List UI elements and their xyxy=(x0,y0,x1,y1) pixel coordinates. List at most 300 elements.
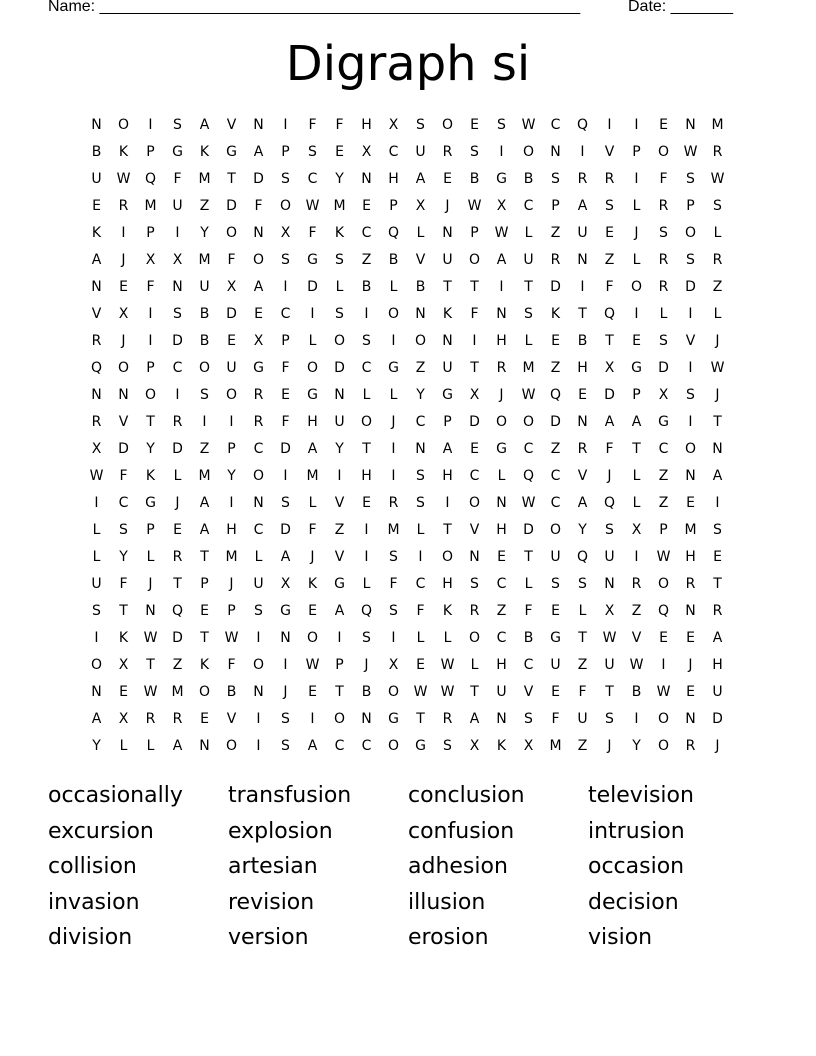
grid-letter: X xyxy=(280,576,291,592)
grid-letter: E xyxy=(362,198,371,214)
grid-letter: X xyxy=(388,657,399,673)
grid-letter: O xyxy=(387,738,400,754)
grid-letter: N xyxy=(199,738,210,754)
grid-letter: X xyxy=(604,603,615,619)
grid-letter: R xyxy=(469,603,480,619)
grid-letter: V xyxy=(415,252,426,268)
grid-letter: I xyxy=(94,495,99,511)
grid-letter: J xyxy=(688,657,693,673)
grid-letter: R xyxy=(172,711,183,727)
grid-letter: M xyxy=(144,198,157,214)
grid-letter: E xyxy=(686,684,695,700)
grid-letter: N xyxy=(361,711,372,727)
grid-letter: K xyxy=(118,144,129,160)
grid-letter: C xyxy=(550,468,561,484)
grid-letter: I xyxy=(148,333,153,349)
grid-letter: U xyxy=(496,684,507,700)
grid-letter: D xyxy=(685,279,696,295)
grid-letter: L xyxy=(659,306,668,322)
grid-letter: L xyxy=(524,225,533,241)
grid-letter: R xyxy=(712,144,723,160)
grid-letter: V xyxy=(469,522,480,538)
grid-letter: I xyxy=(283,279,288,295)
grid-letter: S xyxy=(470,576,479,592)
grid-letter: F xyxy=(335,117,344,133)
grid-letter: L xyxy=(173,468,182,484)
grid-letter: T xyxy=(227,171,236,187)
grid-letter: M xyxy=(387,522,400,538)
grid-letter: E xyxy=(470,117,479,133)
grid-letter: X xyxy=(658,387,669,403)
grid-letter: S xyxy=(281,711,290,727)
grid-letter: A xyxy=(334,603,345,619)
grid-letter: P xyxy=(146,225,155,241)
grid-letter: O xyxy=(252,657,265,673)
grid-letter: I xyxy=(310,711,315,727)
grid-letter: P xyxy=(146,360,155,376)
grid-letter: O xyxy=(198,684,211,700)
grid-letter: D xyxy=(172,333,183,349)
grid-letter: E xyxy=(200,603,209,619)
grid-letter: H xyxy=(307,414,318,430)
grid-letter: R xyxy=(658,279,669,295)
grid-letter: D xyxy=(658,360,669,376)
grid-letter: D xyxy=(118,441,129,457)
grid-letter: I xyxy=(607,117,612,133)
grid-letter: W xyxy=(305,198,320,214)
grid-letter: Y xyxy=(119,549,128,565)
grid-letter: O xyxy=(117,117,130,133)
grid-letter: L xyxy=(713,225,722,241)
grid-letter: S xyxy=(362,630,371,646)
grid-letter: E xyxy=(659,630,668,646)
grid-letter: F xyxy=(227,657,236,673)
grid-letter: G xyxy=(631,360,642,376)
word-list-item: confusion xyxy=(408,818,515,844)
grid-letter: M xyxy=(549,738,562,754)
grid-letter: R xyxy=(145,711,156,727)
grid-letter: Z xyxy=(496,603,507,619)
grid-letter: Z xyxy=(334,522,345,538)
grid-letter: T xyxy=(119,603,128,619)
grid-letter: C xyxy=(496,576,507,592)
word-list-item: artesian xyxy=(228,854,318,880)
grid-letter: F xyxy=(578,684,587,700)
grid-letter: H xyxy=(496,657,507,673)
grid-letter: X xyxy=(469,738,480,754)
grid-letter: U xyxy=(91,576,102,592)
grid-letter: T xyxy=(470,279,479,295)
grid-letter: P xyxy=(200,576,209,592)
grid-letter: B xyxy=(199,333,210,349)
grid-letter: A xyxy=(631,414,642,430)
grid-letter: A xyxy=(253,279,264,295)
grid-letter: Z xyxy=(658,468,669,484)
grid-letter: U xyxy=(577,225,588,241)
grid-letter: I xyxy=(688,306,693,322)
grid-letter: A xyxy=(469,711,480,727)
grid-letter: W xyxy=(467,198,482,214)
grid-letter: I xyxy=(499,279,504,295)
grid-letter: H xyxy=(388,171,399,187)
grid-letter: X xyxy=(253,333,264,349)
grid-letter: F xyxy=(119,468,128,484)
grid-letter: E xyxy=(551,603,560,619)
grid-letter: O xyxy=(333,711,346,727)
grid-letter: S xyxy=(335,252,344,268)
word-list-item: version xyxy=(228,925,309,951)
grid-letter: C xyxy=(361,738,372,754)
word-list-item: erosion xyxy=(408,925,489,951)
grid-letter: I xyxy=(256,711,261,727)
grid-letter: P xyxy=(227,441,236,457)
grid-letter: W xyxy=(656,684,671,700)
grid-letter: G xyxy=(388,711,399,727)
word-list-item: television xyxy=(588,783,694,808)
grid-letter: F xyxy=(308,117,317,133)
word-list-item: transfusion xyxy=(228,783,352,808)
grid-letter: Z xyxy=(712,279,723,295)
grid-letter: A xyxy=(307,738,318,754)
grid-letter: E xyxy=(416,657,425,673)
grid-letter: G xyxy=(226,144,237,160)
grid-letter: X xyxy=(118,657,129,673)
grid-letter: O xyxy=(630,279,643,295)
grid-letter: D xyxy=(172,441,183,457)
grid-letter: X xyxy=(415,198,426,214)
grid-letter: J xyxy=(229,576,234,592)
grid-letter: T xyxy=(605,684,614,700)
grid-letter: I xyxy=(499,144,504,160)
grid-letter: S xyxy=(281,171,290,187)
grid-letter: D xyxy=(226,198,237,214)
grid-letter: B xyxy=(361,279,372,295)
grid-letter: K xyxy=(199,657,210,673)
grid-letter: J xyxy=(148,576,153,592)
grid-letter: W xyxy=(521,495,536,511)
grid-letter: P xyxy=(146,522,155,538)
grid-letter: S xyxy=(335,306,344,322)
grid-letter: J xyxy=(715,333,720,349)
grid-letter: I xyxy=(715,495,720,511)
grid-letter: O xyxy=(252,468,265,484)
grid-letter: G xyxy=(307,387,318,403)
grid-letter: S xyxy=(416,495,425,511)
grid-letter: H xyxy=(361,468,372,484)
grid-letter: F xyxy=(281,414,290,430)
grid-letter: P xyxy=(335,657,344,673)
grid-letter: F xyxy=(524,603,533,619)
grid-letter: R xyxy=(91,414,102,430)
grid-letter: S xyxy=(524,711,533,727)
grid-letter: Y xyxy=(578,522,587,538)
grid-letter: Q xyxy=(603,306,616,322)
grid-letter: S xyxy=(200,387,209,403)
grid-letter: I xyxy=(364,549,369,565)
grid-letter: G xyxy=(388,360,399,376)
grid-letter: L xyxy=(524,576,533,592)
grid-letter: T xyxy=(524,549,533,565)
grid-letter: X xyxy=(118,711,129,727)
word-list-item: occasion xyxy=(588,854,685,880)
grid-letter: R xyxy=(685,576,696,592)
grid-letter: F xyxy=(173,171,182,187)
grid-letter: L xyxy=(119,738,128,754)
grid-letter: S xyxy=(713,198,722,214)
grid-letter: O xyxy=(360,414,373,430)
grid-letter: N xyxy=(145,603,156,619)
grid-letter: N xyxy=(685,468,696,484)
grid-letter: I xyxy=(634,171,639,187)
grid-letter: E xyxy=(578,387,587,403)
grid-letter: E xyxy=(470,441,479,457)
grid-letter: O xyxy=(225,225,238,241)
grid-letter: M xyxy=(198,468,211,484)
grid-letter: G xyxy=(442,387,453,403)
grid-letter: S xyxy=(551,171,560,187)
grid-letter: I xyxy=(634,306,639,322)
grid-letter: E xyxy=(686,495,695,511)
grid-letter: S xyxy=(173,117,182,133)
grid-letter: C xyxy=(388,144,399,160)
grid-letter: P xyxy=(227,603,236,619)
grid-letter: S xyxy=(659,333,668,349)
grid-letter: V xyxy=(577,468,588,484)
grid-letter: E xyxy=(713,549,722,565)
word-list-item: division xyxy=(48,925,133,951)
grid-letter: W xyxy=(494,225,509,241)
grid-letter: Y xyxy=(227,468,236,484)
grid-letter: N xyxy=(280,630,291,646)
grid-letter: J xyxy=(364,657,369,673)
grid-letter: K xyxy=(199,144,210,160)
grid-letter: N xyxy=(577,414,588,430)
grid-letter: N xyxy=(91,279,102,295)
grid-letter: F xyxy=(605,279,614,295)
grid-letter: E xyxy=(551,333,560,349)
grid-letter: V xyxy=(118,414,129,430)
grid-letter: Z xyxy=(550,225,561,241)
grid-letter: Z xyxy=(361,252,372,268)
grid-letter: I xyxy=(148,306,153,322)
grid-letter: P xyxy=(389,198,398,214)
grid-letter: C xyxy=(550,117,561,133)
grid-letter: V xyxy=(334,549,345,565)
grid-letter: O xyxy=(441,117,454,133)
grid-letter: U xyxy=(226,360,237,376)
grid-letter: L xyxy=(146,549,155,565)
grid-letter: L xyxy=(389,387,398,403)
grid-letter: O xyxy=(522,414,535,430)
grid-letter: S xyxy=(686,387,695,403)
grid-letter: R xyxy=(550,252,561,268)
grid-letter: V xyxy=(523,684,534,700)
grid-letter: X xyxy=(145,252,156,268)
grid-letter: G xyxy=(145,495,156,511)
grid-letter: D xyxy=(604,387,615,403)
grid-letter: I xyxy=(661,657,666,673)
grid-letter: H xyxy=(226,522,237,538)
grid-letter: R xyxy=(172,414,183,430)
grid-letter: U xyxy=(577,711,588,727)
grid-letter: I xyxy=(283,657,288,673)
grid-letter: A xyxy=(91,711,102,727)
grid-letter: A xyxy=(712,630,723,646)
grid-letter: L xyxy=(308,333,317,349)
grid-letter: N xyxy=(415,441,426,457)
grid-letter: E xyxy=(443,171,452,187)
grid-letter: E xyxy=(92,198,101,214)
grid-letter: Z xyxy=(550,360,561,376)
grid-letter: O xyxy=(657,738,670,754)
grid-letter: T xyxy=(362,441,371,457)
grid-letter: B xyxy=(199,306,210,322)
grid-letter: A xyxy=(199,495,210,511)
grid-letter: S xyxy=(389,603,398,619)
grid-letter: E xyxy=(497,549,506,565)
grid-letter: O xyxy=(279,198,292,214)
grid-letter: W xyxy=(656,549,671,565)
grid-letter: T xyxy=(173,576,182,592)
grid-letter: O xyxy=(522,144,535,160)
grid-letter: L xyxy=(632,468,641,484)
grid-letter: B xyxy=(361,684,372,700)
grid-letter: R xyxy=(118,198,129,214)
grid-letter: W xyxy=(440,684,455,700)
grid-letter: U xyxy=(415,144,426,160)
word-list-item: intrusion xyxy=(588,818,685,844)
grid-letter: H xyxy=(685,549,696,565)
grid-letter: I xyxy=(202,414,207,430)
grid-letter: A xyxy=(442,441,453,457)
grid-letter: P xyxy=(443,414,452,430)
grid-letter: I xyxy=(580,144,585,160)
grid-letter: Z xyxy=(604,252,615,268)
grid-letter: A xyxy=(172,738,183,754)
grid-letter: Q xyxy=(657,603,670,619)
grid-letter: O xyxy=(684,225,697,241)
grid-letter: Z xyxy=(199,441,210,457)
grid-letter: X xyxy=(172,252,183,268)
grid-letter: W xyxy=(602,630,617,646)
grid-letter: S xyxy=(281,495,290,511)
grid-letter: D xyxy=(280,522,291,538)
grid-letter: L xyxy=(92,549,101,565)
grid-letter: R xyxy=(604,171,615,187)
grid-letter: S xyxy=(362,333,371,349)
grid-letter: A xyxy=(415,171,426,187)
grid-letter: N xyxy=(685,711,696,727)
grid-letter: Z xyxy=(577,738,588,754)
grid-letter: S xyxy=(281,738,290,754)
grid-letter: J xyxy=(175,495,180,511)
grid-letter: N xyxy=(496,495,507,511)
grid-letter: D xyxy=(712,711,723,727)
grid-letter: F xyxy=(551,711,560,727)
grid-letter: L xyxy=(632,252,641,268)
grid-letter: M xyxy=(333,198,346,214)
grid-letter: U xyxy=(442,252,453,268)
grid-letter: N xyxy=(577,252,588,268)
grid-letter: I xyxy=(256,738,261,754)
grid-letter: K xyxy=(91,225,102,241)
grid-letter: E xyxy=(308,684,317,700)
grid-letter: Z xyxy=(550,441,561,457)
grid-letter: E xyxy=(173,522,182,538)
grid-letter: E xyxy=(200,711,209,727)
grid-letter: N xyxy=(253,117,264,133)
grid-letter: Q xyxy=(144,171,157,187)
grid-letter: N xyxy=(442,333,453,349)
grid-letter: S xyxy=(524,306,533,322)
grid-letter: I xyxy=(94,630,99,646)
grid-letter: P xyxy=(470,225,479,241)
grid-letter: I xyxy=(472,333,477,349)
grid-letter: W xyxy=(224,630,239,646)
grid-letter: R xyxy=(631,576,642,592)
grid-letter: T xyxy=(470,684,479,700)
grid-letter: E xyxy=(362,495,371,511)
grid-letter: L xyxy=(470,657,479,673)
grid-letter: L xyxy=(632,198,641,214)
grid-letter: A xyxy=(307,441,318,457)
grid-letter: I xyxy=(580,279,585,295)
grid-letter: A xyxy=(712,468,723,484)
grid-letter: G xyxy=(334,576,345,592)
grid-letter: H xyxy=(442,576,453,592)
grid-letter: O xyxy=(252,252,265,268)
grid-letter: W xyxy=(629,657,644,673)
grid-letter: C xyxy=(118,495,129,511)
grid-letter: U xyxy=(523,252,534,268)
grid-letter: Y xyxy=(416,387,425,403)
grid-letter: T xyxy=(470,360,479,376)
grid-letter: C xyxy=(496,630,507,646)
grid-letter: W xyxy=(143,684,158,700)
grid-letter: C xyxy=(280,306,291,322)
grid-letter: K xyxy=(496,738,507,754)
grid-letter: T xyxy=(713,576,722,592)
grid-letter: X xyxy=(631,522,642,538)
grid-letter: T xyxy=(443,279,452,295)
grid-letter: Z xyxy=(172,657,183,673)
grid-letter: O xyxy=(144,387,157,403)
grid-letter: D xyxy=(253,171,264,187)
grid-letter: C xyxy=(469,468,480,484)
grid-letter: E xyxy=(308,603,317,619)
grid-letter: J xyxy=(283,684,288,700)
grid-letter: O xyxy=(657,144,670,160)
grid-letter: W xyxy=(710,360,725,376)
grid-letter: N xyxy=(91,684,102,700)
grid-letter: F xyxy=(146,279,155,295)
grid-letter: I xyxy=(364,306,369,322)
grid-letter: Z xyxy=(415,360,426,376)
grid-letter: I xyxy=(175,387,180,403)
grid-letter: R xyxy=(577,441,588,457)
grid-letter: X xyxy=(604,360,615,376)
grid-letter: I xyxy=(229,414,234,430)
grid-letter: N xyxy=(415,306,426,322)
grid-letter: F xyxy=(227,252,236,268)
grid-letter: C xyxy=(307,171,318,187)
grid-letter: S xyxy=(686,171,695,187)
grid-letter: V xyxy=(226,117,237,133)
grid-letter: C xyxy=(658,441,669,457)
grid-letter: D xyxy=(469,414,480,430)
grid-letter: T xyxy=(200,549,209,565)
grid-letter: U xyxy=(199,279,210,295)
